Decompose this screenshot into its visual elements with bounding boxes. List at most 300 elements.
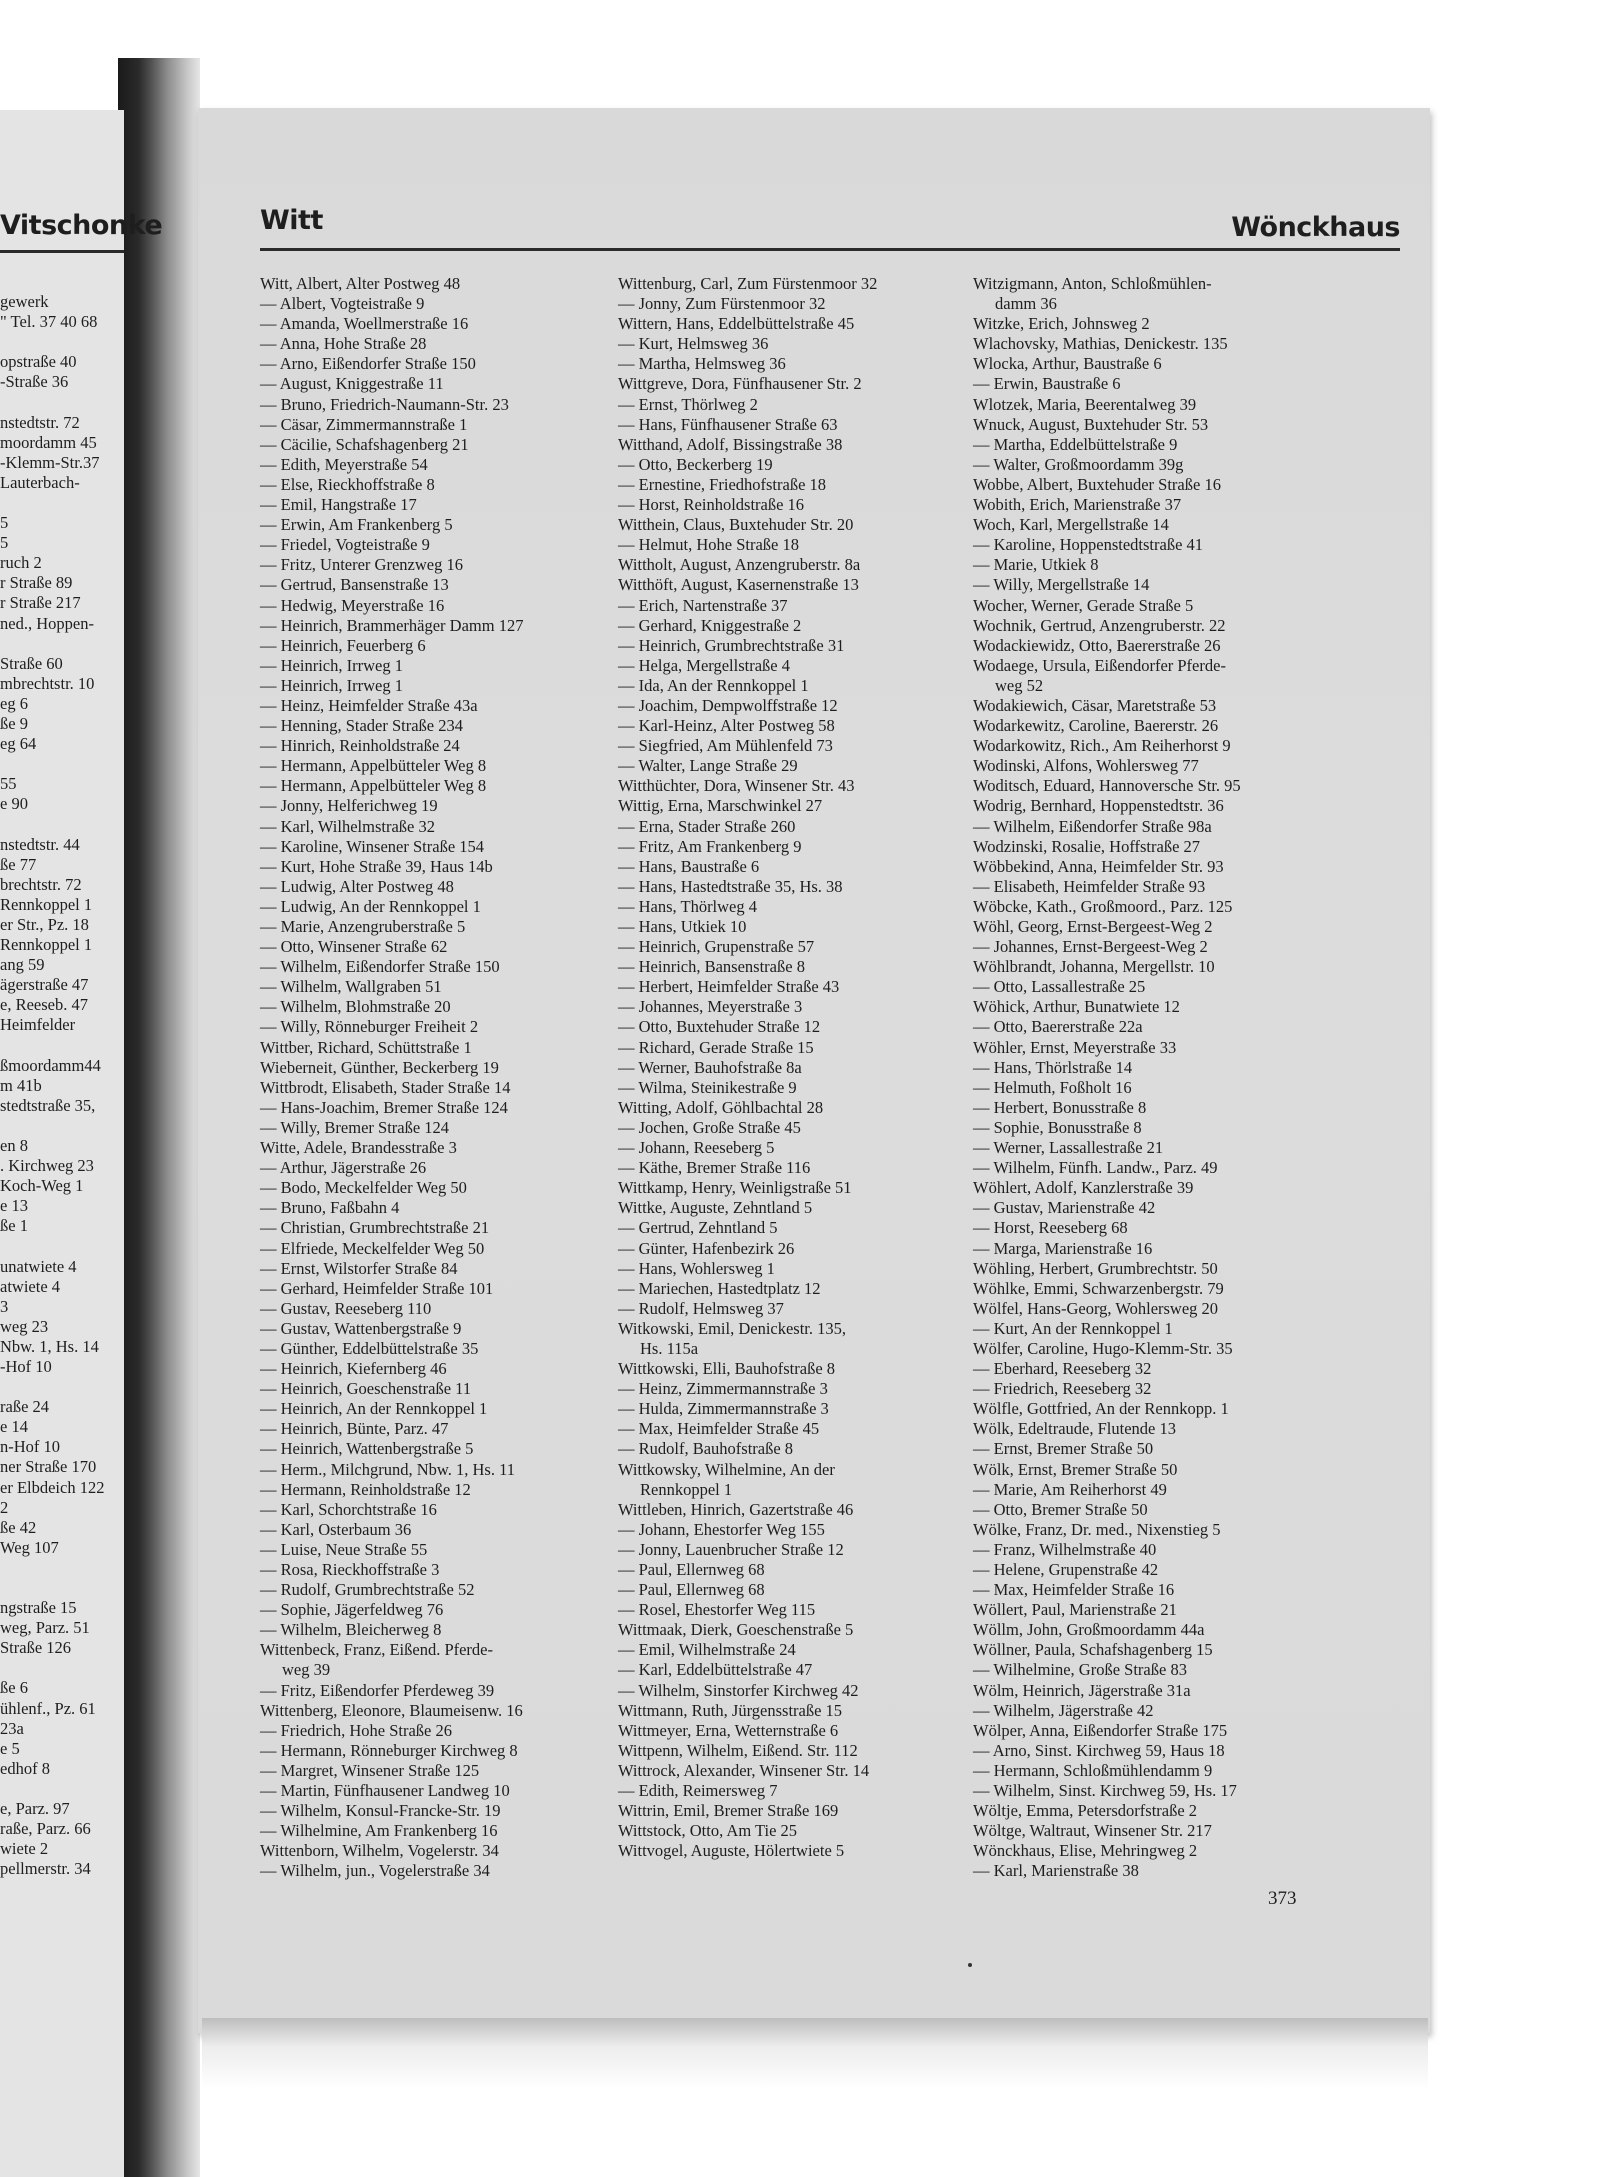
left-page-header: Vitschonke xyxy=(0,210,163,241)
left-page-line xyxy=(0,1236,124,1256)
directory-entry: — Johannes, Ernst-Bergeest-Weg 2 xyxy=(973,937,1208,957)
left-page-line: 2 xyxy=(0,1497,9,1517)
directory-entry: — Cäsar, Zimmermannstraße 1 xyxy=(260,414,468,434)
directory-entry: — Ludwig, Alter Postweg 48 xyxy=(260,876,454,896)
directory-entry: — Herbert, Heimfelder Straße 43 xyxy=(618,977,840,997)
directory-entry: — Wilhelm, Eißendorfer Straße 150 xyxy=(260,957,500,977)
left-page-line xyxy=(0,392,124,412)
left-page-line: e, Reeseb. 47 xyxy=(0,995,88,1015)
directory-entry: — Rudolf, Helmsweg 37 xyxy=(618,1298,784,1318)
directory-entry: Wöhler, Ernst, Meyerstraße 33 xyxy=(973,1037,1177,1057)
left-page-line: nstedtstr. 72 xyxy=(0,412,80,432)
directory-entry: — Helene, Grupenstraße 42 xyxy=(973,1560,1159,1579)
directory-entry: Wodackiewidz, Otto, Baererstraße 26 xyxy=(973,635,1221,655)
directory-entry: Witthüchter, Dora, Winsener Str. 43 xyxy=(618,776,855,796)
left-page-line: brechtstr. 72 xyxy=(0,874,82,894)
directory-entry: Wittholt, August, Anzengruberstr. 8a xyxy=(618,555,861,575)
directory-column-1 xyxy=(260,274,600,1882)
directory-entry: Wöltje, Emma, Petersdorfstraße 2 xyxy=(973,1801,1198,1821)
directory-entry: — Martin, Fünfhausener Landweg 10 xyxy=(260,1781,510,1801)
left-page-line: 5 xyxy=(0,513,9,533)
directory-entry: Wittkowski, Elli, Bauhofstraße 8 xyxy=(618,1359,836,1379)
left-page-line: stedtstraße 35, xyxy=(0,1095,96,1115)
directory-entry: Wobith, Erich, Marienstraße 37 xyxy=(973,495,1182,515)
directory-entry: — Erna, Stader Straße 260 xyxy=(618,816,796,836)
directory-entry: — Margret, Winsener Straße 125 xyxy=(260,1760,480,1780)
print-speck xyxy=(968,1963,972,1967)
directory-entry: — Wilhelm, Bleicherweg 8 xyxy=(260,1620,442,1640)
directory-entry: — Albert, Vogteistraße 9 xyxy=(260,294,425,314)
left-page-line: m 41b xyxy=(0,1075,42,1095)
left-page-line: nstedtstr. 44 xyxy=(0,834,80,854)
directory-entry: — Hans, Utkiek 10 xyxy=(618,917,747,936)
directory-entry: — Heinrich, Irrweg 1 xyxy=(260,675,403,695)
left-page-line xyxy=(0,1578,124,1598)
directory-entry: Woditsch, Eduard, Hannoversche Str. 95 xyxy=(973,776,1241,796)
directory-entry: Hs. 115a xyxy=(640,1338,699,1358)
directory-entry: Witte, Adele, Brandesstraße 3 xyxy=(260,1138,457,1158)
directory-entry: — Käthe, Bremer Straße 116 xyxy=(618,1158,811,1178)
directory-entry: — Herm., Milchgrund, Nbw. 1, Hs. 11 xyxy=(260,1459,515,1479)
directory-entry: Wocher, Werner, Gerade Straße 5 xyxy=(973,595,1194,615)
left-page-line xyxy=(0,1779,124,1799)
directory-entry: — Wilhelm, Fünfh. Landw., Parz. 49 xyxy=(973,1158,1218,1178)
directory-entry: Wittern, Hans, Eddelbüttelstraße 45 xyxy=(618,314,855,334)
directory-entry: — Horst, Reeseberg 68 xyxy=(973,1218,1128,1238)
left-page-line: ße 42 xyxy=(0,1517,37,1537)
left-page-line: Koch-Weg 1 xyxy=(0,1176,84,1196)
directory-entry: — Willy, Rönneburger Freiheit 2 xyxy=(260,1017,479,1037)
left-page-line: ngstraße 15 xyxy=(0,1598,77,1618)
directory-entry: — Wilhelm, Wallgraben 51 xyxy=(260,977,442,997)
left-page-line: ner Straße 170 xyxy=(0,1457,97,1477)
directory-entry: — Gerhard, Heimfelder Straße 101 xyxy=(260,1278,494,1298)
directory-entry: — Fritz, Unterer Grenzweg 16 xyxy=(260,555,463,575)
left-page-line: e 14 xyxy=(0,1417,28,1437)
left-page-line: n-Hof 10 xyxy=(0,1437,61,1457)
directory-entry: — Willy, Bremer Straße 124 xyxy=(260,1117,450,1137)
directory-entry: — Wilhelm, Sinstorfer Kirchweg 42 xyxy=(618,1680,859,1700)
header-rule xyxy=(260,248,1400,251)
directory-entry: Wodaege, Ursula, Eißendorfer Pferde- xyxy=(973,655,1226,675)
directory-entry: Wittmeyer, Erna, Wetternstraße 6 xyxy=(618,1720,839,1740)
directory-entry: — Wilhelm, Eißendorfer Straße 98a xyxy=(973,816,1212,836)
directory-entry: — Erwin, Am Frankenberg 5 xyxy=(260,515,453,535)
directory-entry: Wlotzek, Maria, Beerentalweg 39 xyxy=(973,394,1197,414)
directory-entry: Witthand, Adolf, Bissingstraße 38 xyxy=(618,434,843,454)
directory-entry: — Heinrich, Grupenstraße 57 xyxy=(618,937,815,957)
directory-entry: — Willy, Mergellstraße 14 xyxy=(973,575,1150,595)
directory-entry: Wöllm, John, Großmoordamm 44a xyxy=(973,1620,1205,1640)
directory-entry: — Marie, Utkiek 8 xyxy=(973,555,1099,575)
directory-entry: — Horst, Reinholdstraße 16 xyxy=(618,495,805,515)
directory-entry: — Kurt, Hohe Straße 39, Haus 14b xyxy=(260,856,493,876)
left-page-line: ße 77 xyxy=(0,854,37,874)
directory-entry: — Marie, Am Reiherhorst 49 xyxy=(973,1479,1167,1499)
directory-entry: — Karoline, Hoppenstedtstraße 41 xyxy=(973,535,1204,555)
directory-entry: Wittenborn, Wilhelm, Vogelerstr. 34 xyxy=(260,1841,499,1861)
directory-entry: — Jochen, Große Straße 45 xyxy=(618,1117,801,1137)
directory-entry: — Rudolf, Grumbrechtstraße 52 xyxy=(260,1580,475,1600)
directory-entry: — Max, Heimfelder Straße 45 xyxy=(618,1419,820,1439)
left-page-line: mbrechtstr. 10 xyxy=(0,673,95,693)
directory-entry: — Eberhard, Reeseberg 32 xyxy=(973,1359,1152,1379)
directory-entry: — Martha, Eddelbüttelstraße 9 xyxy=(973,434,1178,454)
directory-entry: — Hans, Fünfhausener Straße 63 xyxy=(618,414,838,434)
directory-entry: — Ludwig, An der Rennkoppel 1 xyxy=(260,896,481,916)
directory-entry: — Helmuth, Foßholt 16 xyxy=(973,1077,1132,1097)
directory-entry: — Elfriede, Meckelfelder Weg 50 xyxy=(260,1238,485,1258)
directory-entry: — Fritz, Eißendorfer Pferdeweg 39 xyxy=(260,1680,495,1700)
directory-entry: Wittrin, Emil, Bremer Straße 169 xyxy=(618,1801,839,1821)
directory-entry: — Amanda, Woellmerstraße 16 xyxy=(260,314,469,334)
left-page-line xyxy=(0,1658,124,1678)
directory-entry: damm 36 xyxy=(995,294,1057,314)
directory-entry: Wölm, Heinrich, Jägerstraße 31a xyxy=(973,1680,1191,1700)
directory-entry: — Fritz, Am Frankenberg 9 xyxy=(618,836,802,856)
directory-entry: Witkowski, Emil, Denickestr. 135, xyxy=(618,1318,847,1338)
directory-entry: — Gustav, Wattenbergstraße 9 xyxy=(260,1318,462,1338)
left-page-line: r Straße 217 xyxy=(0,593,81,613)
directory-entry: — Heinrich, Bünte, Parz. 47 xyxy=(260,1419,449,1439)
directory-entry: Wlocka, Arthur, Baustraße 6 xyxy=(973,354,1162,374)
left-page-line: -Straße 36 xyxy=(0,372,69,392)
directory-entry: Wittbrodt, Elisabeth, Stader Straße 14 xyxy=(260,1077,511,1097)
directory-entry: Wöllert, Paul, Marienstraße 21 xyxy=(973,1600,1177,1620)
directory-entry: — Marga, Marienstraße 16 xyxy=(973,1238,1153,1258)
directory-entry: — Sophie, Jägerfeldweg 76 xyxy=(260,1600,444,1620)
directory-entry: Wittkamp, Henry, Weinligstraße 51 xyxy=(618,1178,852,1198)
left-page-line xyxy=(0,1558,124,1578)
left-page-line: eg 6 xyxy=(0,693,28,713)
directory-entry: — Karl-Heinz, Alter Postweg 58 xyxy=(618,716,835,736)
directory-entry: — Edith, Reimersweg 7 xyxy=(618,1781,778,1801)
directory-entry: Witthein, Claus, Buxtehuder Str. 20 xyxy=(618,515,854,535)
directory-entry: — Siegfried, Am Mühlenfeld 73 xyxy=(618,736,833,756)
left-page-line: 23a xyxy=(0,1718,24,1738)
directory-column-2 xyxy=(618,274,968,1861)
left-page-line: 55 xyxy=(0,774,17,794)
directory-entry: — Bruno, Friedrich-Naumann-Str. 23 xyxy=(260,394,509,414)
directory-entry: Wöhl, Georg, Ernst-Bergeest-Weg 2 xyxy=(973,917,1213,936)
left-page-line: weg, Parz. 51 xyxy=(0,1618,90,1638)
directory-entry: Wöhick, Arthur, Bunatwiete 12 xyxy=(973,997,1180,1017)
left-page-line xyxy=(0,493,124,513)
directory-entry: — Rudolf, Bauhofstraße 8 xyxy=(618,1439,794,1459)
directory-entry: — Karl, Wilhelmstraße 32 xyxy=(260,816,435,836)
directory-entry: — Erich, Nartenstraße 37 xyxy=(618,595,788,615)
directory-entry: — Heinrich, Grumbrechtstraße 31 xyxy=(618,635,845,655)
directory-entry: Wittgreve, Dora, Fünfhausener Str. 2 xyxy=(618,374,862,394)
directory-entry: — Hans, Thörlweg 4 xyxy=(618,896,758,916)
left-page-line: pellmerstr. 34 xyxy=(0,1859,91,1879)
directory-entry: Wittstock, Otto, Am Tie 25 xyxy=(618,1821,798,1841)
directory-entry: — Sophie, Bonusstraße 8 xyxy=(973,1117,1142,1137)
page-bottom-edge xyxy=(202,2018,1428,2177)
directory-entry: — Otto, Winsener Straße 62 xyxy=(260,937,448,957)
left-page-line: eg 64 xyxy=(0,734,37,754)
left-page-line xyxy=(0,332,124,352)
left-page-line: Nbw. 1, Hs. 14 xyxy=(0,1336,99,1356)
directory-entry: Wönckhaus, Elise, Mehringweg 2 xyxy=(973,1841,1198,1861)
left-page-line: -Hof 10 xyxy=(0,1356,52,1376)
directory-entry: — Paul, Ellernweg 68 xyxy=(618,1580,765,1600)
directory-entry: — Richard, Gerade Straße 15 xyxy=(618,1037,814,1057)
directory-entry: Wodrig, Bernhard, Hoppenstedtstr. 36 xyxy=(973,796,1224,816)
left-page-line: er Elbdeich 122 xyxy=(0,1477,105,1497)
directory-entry: — Otto, Beckerberg 19 xyxy=(618,454,773,474)
left-page-line: ße 9 xyxy=(0,713,28,733)
directory-entry: — Wilhelm, jun., Vogelerstraße 34 xyxy=(260,1861,490,1881)
directory-entry: — August, Kniggestraße 11 xyxy=(260,374,444,394)
directory-entry: Wittrock, Alexander, Winsener Str. 14 xyxy=(618,1760,870,1780)
directory-entry: — Max, Heimfelder Straße 16 xyxy=(973,1580,1175,1600)
directory-entry: Wölk, Ernst, Bremer Straße 50 xyxy=(973,1459,1178,1479)
directory-entry: — Hermann, Appelbütteler Weg 8 xyxy=(260,756,487,776)
left-page-line: atwiete 4 xyxy=(0,1276,61,1296)
directory-entry: weg 39 xyxy=(282,1660,331,1680)
directory-entry: — Gertrud, Bansenstraße 13 xyxy=(260,575,449,595)
directory-entry: Wöhlbrandt, Johanna, Mergellstr. 10 xyxy=(973,957,1215,977)
directory-entry: — Hermann, Reinholdstraße 12 xyxy=(260,1479,471,1499)
left-page-line: moordamm 45 xyxy=(0,432,97,452)
directory-entry: — Heinrich, Goeschenstraße 11 xyxy=(260,1379,472,1399)
directory-entry: Wittig, Erna, Marschwinkel 27 xyxy=(618,796,823,816)
directory-entry: — Heinrich, Wattenbergstraße 5 xyxy=(260,1439,474,1459)
directory-entry: — Gustav, Reeseberg 110 xyxy=(260,1298,432,1318)
directory-entry: — Rosel, Ehestorfer Weg 115 xyxy=(618,1600,816,1620)
directory-entry: — Wilhelm, Blohmstraße 20 xyxy=(260,997,451,1017)
left-page-line: en 8 xyxy=(0,1135,28,1155)
directory-entry: Witting, Adolf, Göhlbachtal 28 xyxy=(618,1097,824,1117)
left-page-line xyxy=(0,1377,124,1397)
directory-entry: Wöbbekind, Anna, Heimfelder Str. 93 xyxy=(973,856,1224,876)
directory-entry: — Otto, Buxtehuder Straße 12 xyxy=(618,1017,821,1037)
left-page-line xyxy=(0,1035,124,1055)
directory-entry: — Hans-Joachim, Bremer Straße 124 xyxy=(260,1097,508,1117)
directory-entry: — Cäcilie, Schafshagenberg 21 xyxy=(260,434,469,454)
directory-entry: — Otto, Bremer Straße 50 xyxy=(973,1499,1148,1519)
directory-entry: — Emil, Hangstraße 17 xyxy=(260,495,417,515)
left-page-line: ßmoordamm44 xyxy=(0,1055,101,1075)
directory-entry: — Friedrich, Hohe Straße 26 xyxy=(260,1720,452,1740)
directory-entry: Wölfer, Caroline, Hugo-Klemm-Str. 35 xyxy=(973,1338,1233,1358)
directory-entry: — Johann, Reeseberg 5 xyxy=(618,1138,775,1158)
directory-entry: — Hermann, Schloßmühlendamm 9 xyxy=(973,1760,1213,1780)
left-page-line: er Str., Pz. 18 xyxy=(0,914,89,934)
directory-entry: — Else, Rieckhoffstraße 8 xyxy=(260,474,435,494)
left-page-line: wiete 2 xyxy=(0,1839,49,1859)
directory-entry: — Emil, Wilhelmstraße 24 xyxy=(618,1640,796,1660)
directory-entry: — Werner, Lassallestraße 21 xyxy=(973,1138,1164,1158)
directory-entry: — Hedwig, Meyerstraße 16 xyxy=(260,595,445,615)
directory-entry: — Wilma, Steinikestraße 9 xyxy=(618,1077,797,1097)
directory-entry: Wöhling, Herbert, Grumbrechtstr. 50 xyxy=(973,1258,1218,1278)
directory-entry: — Arno, Sinst. Kirchweg 59, Haus 18 xyxy=(973,1740,1225,1760)
left-page-line: edhof 8 xyxy=(0,1758,50,1778)
directory-entry: Wochnik, Gertrud, Anzengruberstr. 22 xyxy=(973,615,1226,635)
directory-entry: — Edith, Meyerstraße 54 xyxy=(260,454,428,474)
directory-entry: — Arthur, Jägerstraße 26 xyxy=(260,1158,427,1178)
left-page-line: ruch 2 xyxy=(0,553,42,573)
directory-entry: — Friedrich, Reeseberg 32 xyxy=(973,1379,1152,1399)
left-page-line: raße 24 xyxy=(0,1397,50,1417)
directory-entry: — Heinrich, Feuerberg 6 xyxy=(260,635,426,655)
directory-entry: — Heinrich, Brammerhäger Damm 127 xyxy=(260,615,524,635)
directory-entry: — Ernst, Bremer Straße 50 xyxy=(973,1439,1154,1459)
directory-entry: — Karoline, Winsener Straße 154 xyxy=(260,836,485,856)
directory-entry: Wittleben, Hinrich, Gazertstraße 46 xyxy=(618,1499,854,1519)
directory-entry: — Ernst, Thörlweg 2 xyxy=(618,394,758,414)
directory-entry: Wittenburg, Carl, Zum Fürstenmoor 32 xyxy=(618,274,878,293)
directory-entry: — Hinrich, Reinholdstraße 24 xyxy=(260,736,460,756)
directory-entry: — Ernestine, Friedhofstraße 18 xyxy=(618,474,827,494)
directory-entry: Wobbe, Albert, Buxtehuder Straße 16 xyxy=(973,474,1221,494)
directory-entry: — Werner, Bauhofstraße 8a xyxy=(618,1057,802,1077)
directory-entry: Wöhlke, Emmi, Schwarzenbergstr. 79 xyxy=(973,1278,1224,1298)
left-page-line: raße, Parz. 66 xyxy=(0,1819,91,1839)
left-page-line: opstraße 40 xyxy=(0,352,77,372)
directory-entry: Wittkowsky, Wilhelmine, An der xyxy=(618,1459,835,1479)
directory-entry: Wlachovsky, Mathias, Denickestr. 135 xyxy=(973,334,1228,354)
directory-entry: — Hans, Baustraße 6 xyxy=(618,856,760,876)
directory-entry: — Karl, Schorchtstraße 16 xyxy=(260,1499,437,1519)
directory-entry: — Hans, Thörlstraße 14 xyxy=(973,1057,1133,1077)
directory-entry: — Hermann, Appelbütteler Weg 8 xyxy=(260,776,487,796)
directory-entry: — Wilhelmine, Am Frankenberg 16 xyxy=(260,1821,498,1841)
directory-entry: Wittke, Auguste, Zehntland 5 xyxy=(618,1198,813,1218)
left-page-line xyxy=(0,754,124,774)
directory-entry: — Wilhelm, Jägerstraße 42 xyxy=(973,1700,1154,1720)
book-spine xyxy=(118,58,200,2177)
directory-entry: — Karl, Marienstraße 38 xyxy=(973,1861,1139,1881)
directory-entry: — Franz, Wilhelmstraße 40 xyxy=(973,1539,1157,1559)
directory-entry: — Karl, Eddelbüttelstraße 47 xyxy=(618,1660,813,1680)
directory-entry: — Joachim, Dempwolffstraße 12 xyxy=(618,695,838,715)
directory-entry: — Mariechen, Hastedtplatz 12 xyxy=(618,1278,821,1298)
directory-entry: Wittmann, Ruth, Jürgensstraße 15 xyxy=(618,1700,843,1720)
left-page-line: unatwiete 4 xyxy=(0,1256,77,1276)
directory-entry: — Helga, Mergellstraße 4 xyxy=(618,655,790,675)
directory-entry: Rennkoppel 1 xyxy=(640,1479,733,1499)
directory-entry: — Günter, Hafenbezirk 26 xyxy=(618,1238,795,1258)
directory-entry: Wittmaak, Dierk, Goeschenstraße 5 xyxy=(618,1620,854,1640)
directory-entry: — Bodo, Meckelfelder Weg 50 xyxy=(260,1178,467,1198)
directory-entry: — Günther, Eddelbüttelstraße 35 xyxy=(260,1338,479,1358)
directory-entry: Wittvogel, Auguste, Hölertwiete 5 xyxy=(618,1841,845,1861)
left-page-line xyxy=(0,1116,124,1136)
left-page-line: ße 6 xyxy=(0,1678,28,1698)
directory-entry: — Gertrud, Zehntland 5 xyxy=(618,1218,778,1238)
left-page-line: ße 1 xyxy=(0,1216,28,1236)
directory-entry: — Heinrich, An der Rennkoppel 1 xyxy=(260,1399,488,1419)
left-page-line: ned., Hoppen- xyxy=(0,613,94,633)
directory-entry: Wittber, Richard, Schüttstraße 1 xyxy=(260,1037,472,1057)
page-header-first-entry: Witt xyxy=(260,205,323,236)
directory-entry: — Christian, Grumbrechtstraße 21 xyxy=(260,1218,490,1238)
left-page xyxy=(0,110,163,2177)
directory-entry: — Henning, Stader Straße 234 xyxy=(260,716,464,736)
directory-entry: — Heinrich, Bansenstraße 8 xyxy=(618,957,805,977)
directory-entry: Woch, Karl, Mergellstraße 14 xyxy=(973,515,1169,535)
directory-entry: Witzke, Erich, Johnsweg 2 xyxy=(973,314,1150,334)
directory-entry: — Walter, Lange Straße 29 xyxy=(618,756,798,776)
directory-entry: — Rosa, Rieckhoffstraße 3 xyxy=(260,1560,440,1579)
directory-entry: Wieberneit, Günther, Beckerberg 19 xyxy=(260,1057,499,1077)
directory-entry: Wodarkowitz, Rich., Am Reiherhorst 9 xyxy=(973,736,1231,756)
left-page-line: e 13 xyxy=(0,1196,28,1216)
directory-entry: Wölfel, Hans-Georg, Wohlersweg 20 xyxy=(973,1298,1219,1318)
directory-entry: Wölfle, Gottfried, An der Rennkopp. 1 xyxy=(973,1399,1229,1419)
directory-entry: Wodinski, Alfons, Wohlersweg 77 xyxy=(973,756,1199,776)
directory-entry: Wöltge, Waltraut, Winsener Str. 217 xyxy=(973,1821,1212,1841)
directory-entry: Wölk, Edeltraude, Flutende 13 xyxy=(973,1419,1176,1439)
directory-entry: — Wilhelmine, Große Straße 83 xyxy=(973,1660,1187,1680)
directory-entry: — Kurt, An der Rennkoppel 1 xyxy=(973,1318,1173,1338)
directory-entry: — Martha, Helmsweg 36 xyxy=(618,354,786,374)
left-page-line: gewerk xyxy=(0,292,49,311)
left-page-line: Weg 107 xyxy=(0,1537,59,1557)
left-page-line: Straße 60 xyxy=(0,653,63,673)
directory-entry: — Wilhelm, Sinst. Kirchweg 59, Hs. 17 xyxy=(973,1781,1237,1801)
left-page-line: weg 23 xyxy=(0,1316,49,1336)
directory-entry: — Kurt, Helmsweg 36 xyxy=(618,334,769,354)
directory-entry: — Jonny, Helferichweg 19 xyxy=(260,796,438,816)
directory-entry: — Johannes, Meyerstraße 3 xyxy=(618,997,803,1017)
directory-entry: — Hulda, Zimmermannstraße 3 xyxy=(618,1399,829,1419)
left-page-line: ang 59 xyxy=(0,955,45,975)
left-page-line: r Straße 89 xyxy=(0,573,73,593)
left-page-line: 5 xyxy=(0,533,9,553)
left-page-line: Rennkoppel 1 xyxy=(0,935,93,954)
directory-entry: — Erwin, Baustraße 6 xyxy=(973,374,1121,394)
directory-entry: Wittenbeck, Franz, Eißend. Pferde- xyxy=(260,1640,493,1660)
page-header-last-entry: Wönckhaus xyxy=(1231,212,1400,243)
left-page-line: Rennkoppel 1 xyxy=(0,894,93,914)
directory-entry: — Heinrich, Kiefernberg 46 xyxy=(260,1359,447,1379)
directory-entry: — Luise, Neue Straße 55 xyxy=(260,1539,428,1559)
left-page-line: Lauterbach- xyxy=(0,472,80,492)
directory-entry: — Hans, Wohlersweg 1 xyxy=(618,1258,775,1278)
directory-entry: Wölper, Anna, Eißendorfer Straße 175 xyxy=(973,1720,1228,1740)
directory-entry: — Heinz, Heimfelder Straße 43a xyxy=(260,695,478,715)
directory-entry: — Paul, Ellernweg 68 xyxy=(618,1560,765,1579)
directory-entry: — Hans, Hastedtstraße 35, Hs. 38 xyxy=(618,876,843,896)
directory-entry: — Jonny, Lauenbrucher Straße 12 xyxy=(618,1539,844,1559)
page-number: 373 xyxy=(1268,1888,1297,1909)
directory-entry: — Jonny, Zum Fürstenmoor 32 xyxy=(618,294,826,314)
directory-entry: Wodzinski, Rosalie, Hoffstraße 27 xyxy=(973,836,1201,856)
directory-entry: — Marie, Anzengruberstraße 5 xyxy=(260,917,466,936)
left-page-line: 3 xyxy=(0,1296,9,1316)
directory-entry: Wöbcke, Kath., Großmoord., Parz. 125 xyxy=(973,896,1233,916)
directory-entry: — Wilhelm, Konsul-Francke-Str. 19 xyxy=(260,1801,501,1821)
directory-entry: Wittenberg, Eleonore, Blaumeisenw. 16 xyxy=(260,1700,523,1720)
left-page-line: ühlenf., Pz. 61 xyxy=(0,1698,96,1718)
left-page-line: Heimfelder xyxy=(0,1015,76,1035)
directory-entry: — Ida, An der Rennkoppel 1 xyxy=(618,675,809,695)
directory-entry: Wölke, Franz, Dr. med., Nixenstieg 5 xyxy=(973,1519,1221,1539)
left-page-line xyxy=(0,814,124,834)
directory-entry: — Heinrich, Irrweg 1 xyxy=(260,655,403,675)
directory-entry: — Herbert, Bonusstraße 8 xyxy=(973,1097,1147,1117)
directory-entry: Wittpenn, Wilhelm, Eißend. Str. 112 xyxy=(618,1740,858,1760)
directory-entry: — Otto, Baererstraße 22a xyxy=(973,1017,1143,1037)
directory-entry: Wöhlert, Adolf, Kanzlerstraße 39 xyxy=(973,1178,1194,1198)
directory-entry: — Hermann, Rönneburger Kirchweg 8 xyxy=(260,1740,518,1760)
left-header-rule xyxy=(0,250,124,253)
directory-entry: weg 52 xyxy=(995,675,1044,695)
